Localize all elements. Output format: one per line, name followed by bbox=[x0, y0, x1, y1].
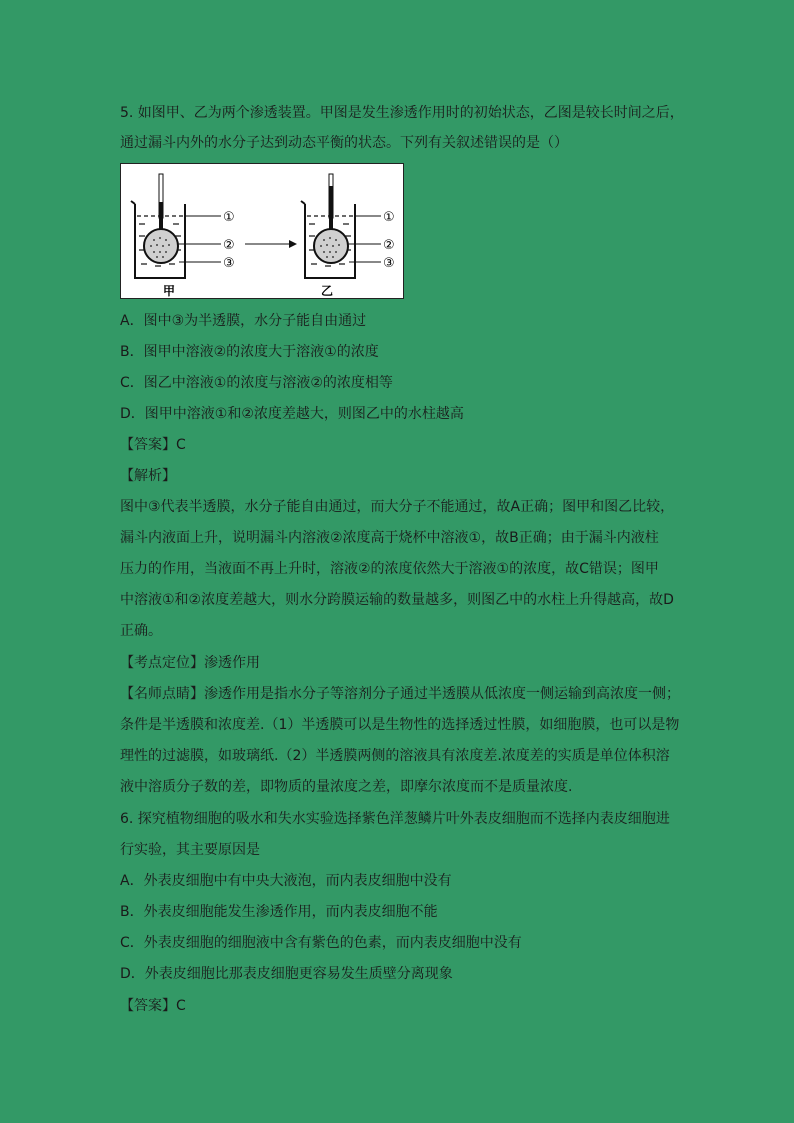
q6-option-b: B．外表皮细胞能发生渗透作用，而内表皮细胞不能 bbox=[120, 904, 438, 920]
label-3-right: ③ bbox=[383, 256, 395, 271]
q5-stem-line2: 通过漏斗内外的水分子达到动态平衡的状态。下列有关叙述错误的是（） bbox=[120, 135, 568, 151]
osmosis-diagram bbox=[121, 164, 403, 298]
label-1-left: ① bbox=[223, 210, 235, 225]
q6-option-c: C．外表皮细胞的细胞液中含有紫色的色素，而内表皮细胞中没有 bbox=[120, 935, 522, 951]
q5-analysis-line3: 压力的作用，当液面不再上升时，溶液②的浓度依然大于溶液①的浓度，故C错误；图甲 bbox=[120, 561, 659, 577]
q6-stem-line1: 6. 探究植物细胞的吸水和失水实验选择紫色洋葱鳞片叶外表皮细胞而不选择内表皮细胞进 bbox=[120, 811, 670, 827]
q5-analysis-line2: 漏斗内液面上升，说明漏斗内溶液②浓度高于烧杯中溶液①，故B正确；由于漏斗内液柱 bbox=[120, 530, 659, 546]
label-2-right: ② bbox=[383, 238, 395, 253]
q5-kaodian: 【考点定位】渗透作用 bbox=[120, 655, 260, 671]
q6-answer: 【答案】C bbox=[120, 998, 186, 1014]
q5-option-a: A．图中③为半透膜，水分子能自由通过 bbox=[120, 313, 367, 329]
label-3-left: ③ bbox=[223, 256, 235, 271]
q5-stem-line1: 5. 如图甲、乙为两个渗透装置。甲图是发生渗透作用时的初始状态，乙图是较长时间之后， bbox=[120, 105, 684, 121]
q5-mingshi-line2: 条件是半透膜和浓度差.（1）半透膜可以是生物性的选择透过性膜，如细胞膜，也可以是物 bbox=[120, 717, 680, 733]
q5-mingshi-line3: 理性的过滤膜，如玻璃纸.（2）半透膜两侧的溶液具有浓度差.浓度差的实质是单位体积溶 bbox=[120, 748, 670, 764]
q6-stem-line2: 行实验，其主要原因是 bbox=[120, 842, 260, 858]
q5-analysis-line5: 正确。 bbox=[120, 623, 162, 639]
q5-analysis-line4: 中溶液①和②浓度差越大，则水分跨膜运输的数量越多，则图乙中的水柱上升得越高，故D bbox=[120, 592, 674, 608]
label-1-right: ① bbox=[383, 210, 395, 225]
q5-mingshi-line1: 【名师点睛】渗透作用是指水分子等溶剂分子通过半透膜从低浓度一侧运输到高浓度一侧； bbox=[120, 686, 680, 702]
q6-option-d: D．外表皮细胞比那表皮细胞更容易发生质壁分离现象 bbox=[120, 966, 453, 982]
q6-option-a: A．外表皮细胞中有中央大液泡，而内表皮细胞中没有 bbox=[120, 873, 452, 889]
caption-jia: 甲 bbox=[163, 284, 176, 298]
q5-answer: 【答案】C bbox=[120, 437, 186, 453]
beaker-right bbox=[301, 174, 355, 278]
caption-yi: 乙 bbox=[321, 284, 334, 298]
q5-analysis-line1: 图中③代表半透膜，水分子能自由通过，而大分子不能通过，故A正确；图甲和图乙比较， bbox=[120, 499, 675, 515]
beaker-left bbox=[131, 174, 185, 278]
q5-option-d: D．图甲中溶液①和②浓度差越大，则图乙中的水柱越高 bbox=[120, 406, 464, 422]
q5-analysis-title: 【解析】 bbox=[120, 468, 176, 484]
q5-option-b: B．图甲中溶液②的浓度大于溶液①的浓度 bbox=[120, 344, 379, 360]
arrow-icon bbox=[245, 240, 297, 248]
osmosis-figure bbox=[120, 163, 404, 299]
q5-mingshi-line4: 液中溶质分子数的差，即物质的量浓度之差，即摩尔浓度而不是质量浓度. bbox=[120, 779, 573, 795]
q5-option-c: C．图乙中溶液①的浓度与溶液②的浓度相等 bbox=[120, 375, 393, 391]
label-2-left: ② bbox=[223, 238, 235, 253]
